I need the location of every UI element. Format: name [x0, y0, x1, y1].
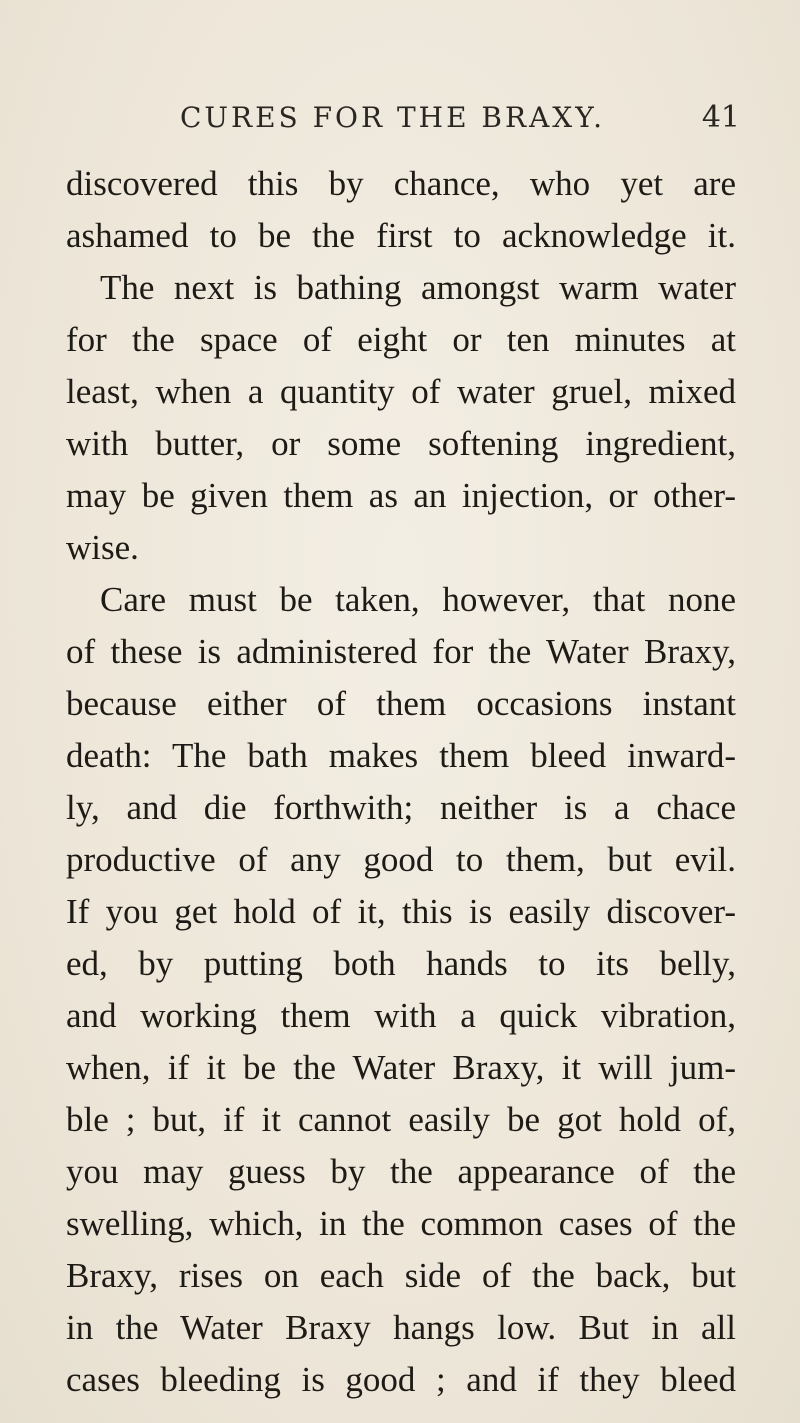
text-line: If you get hold of it, this is easily discover-: [66, 892, 736, 931]
text-line: productive of any good to them, but evil.: [66, 840, 736, 879]
text-line: death: The bath makes them bleed inward-: [66, 736, 736, 775]
running-title: CURES FOR THE BRAXY.: [180, 101, 606, 134]
text-line: ed, by putting both hands to its belly,: [66, 944, 736, 983]
text-line: and working them with a quick vibration,: [66, 996, 736, 1035]
text-line: cases bleeding is good ; and if they bleed: [66, 1360, 736, 1399]
body-text: [66, 158, 736, 1406]
text-line: you may guess by the appearance of the: [66, 1152, 736, 1191]
text-line: when, if it be the Water Braxy, it will jum-: [66, 1048, 736, 1087]
text-line: in the Water Braxy hangs low. But in all: [66, 1308, 736, 1347]
text-line: ble ; but, if it cannot easily be got hold of,: [66, 1100, 736, 1139]
text-line: swelling, which, in the common cases of the: [66, 1204, 736, 1243]
text-line: because either of them occasions instant: [66, 684, 736, 723]
text-line: with butter, or some softening ingredient,: [66, 424, 736, 463]
text-line: ly, and die forthwith; neither is a chace: [66, 788, 736, 827]
text-line: discovered this by chance, who yet are: [66, 164, 736, 203]
page-number: 41: [701, 100, 740, 135]
text-line: The next is bathing amongst warm water: [100, 268, 736, 307]
running-head: [180, 96, 740, 140]
text-line: Care must be taken, however, that none: [100, 580, 736, 619]
text-line: wise.: [66, 528, 139, 567]
text-line: Braxy, rises on each side of the back, but: [66, 1256, 736, 1295]
text-line: of these is administered for the Water Braxy,: [66, 632, 736, 671]
text-line: least, when a quantity of water gruel, mixed: [66, 372, 736, 411]
text-line: ashamed to be the first to acknowledge it.: [66, 216, 736, 255]
text-line: may be given them as an injection, or other-: [66, 476, 736, 515]
text-line: for the space of eight or ten minutes at: [66, 320, 736, 359]
